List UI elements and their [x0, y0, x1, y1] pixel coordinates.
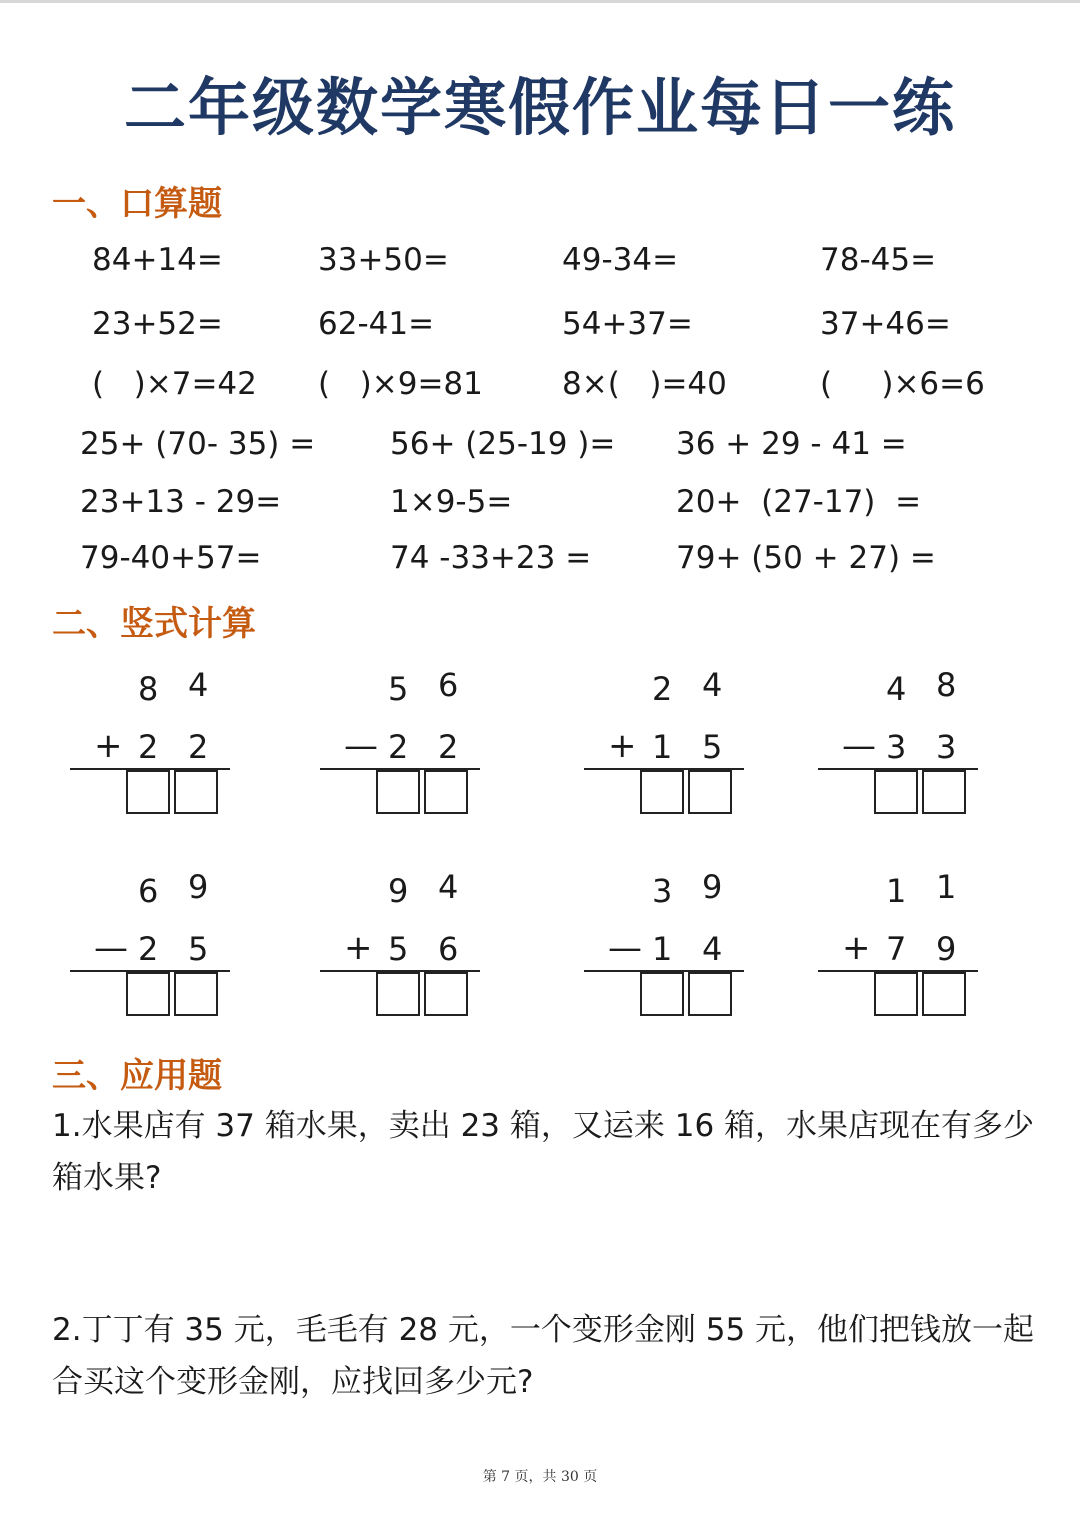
oral-problem: 37+46= — [820, 306, 951, 342]
top-digit: 3 — [652, 872, 673, 910]
operator-sign: + — [608, 726, 637, 766]
oral-problem: 23+13 - 29= — [80, 484, 282, 520]
section-heading-word-problems: 三、应用题 — [52, 1056, 222, 1096]
section-heading-oral: 一、口算题 — [52, 184, 222, 224]
top-digit: 5 — [388, 670, 409, 708]
operator-sign: — — [344, 726, 378, 766]
top-digit: 4 — [438, 868, 459, 906]
top-digit: 8 — [936, 666, 957, 704]
answer-box[interactable] — [174, 770, 218, 814]
oral-problem: 74 -33+23 = — [390, 540, 592, 576]
bottom-digit: 2 — [438, 728, 459, 766]
oral-problem: 23+52= — [92, 306, 223, 342]
oral-problem: 8×( )=40 — [562, 366, 727, 402]
bottom-digit: 1 — [652, 728, 673, 766]
top-digit: 4 — [886, 670, 907, 708]
answer-box[interactable] — [922, 770, 966, 814]
answer-box[interactable] — [424, 770, 468, 814]
answer-box[interactable] — [922, 972, 966, 1016]
oral-problem: 79-40+57= — [80, 540, 262, 576]
answer-box[interactable] — [126, 770, 170, 814]
oral-problem: 33+50= — [318, 242, 449, 278]
bottom-digit: 2 — [188, 728, 209, 766]
answer-box[interactable] — [376, 972, 420, 1016]
answer-box[interactable] — [424, 972, 468, 1016]
operator-sign: + — [842, 928, 871, 968]
section-heading-vertical: 二、竖式计算 — [52, 604, 256, 644]
top-digit: 1 — [886, 872, 907, 910]
page-title: 二年级数学寒假作业每日一练 — [123, 71, 956, 144]
answer-box[interactable] — [126, 972, 170, 1016]
word-problem-2: 2.丁丁有 35 元，毛毛有 28 元，一个变形金刚 55 元，他们把钱放一起合买这个变形金刚，应找回多少元? — [52, 1312, 1035, 1400]
answer-box[interactable] — [874, 972, 918, 1016]
answer-box[interactable] — [874, 770, 918, 814]
oral-problem: ( )×6=6 — [820, 366, 985, 402]
oral-problem: 84+14= — [92, 242, 223, 278]
top-digit: 9 — [388, 872, 409, 910]
oral-problem: 62-41= — [318, 306, 435, 342]
top-border — [0, 0, 1080, 3]
oral-problem: 78-45= — [820, 242, 937, 278]
top-digit: 8 — [138, 670, 159, 708]
operator-sign: + — [344, 928, 373, 968]
oral-problem: 1×9-5= — [390, 484, 513, 520]
page-footer: 第 7 页，共 30 页 — [482, 1469, 598, 1485]
answer-box[interactable] — [640, 770, 684, 814]
bottom-digit: 2 — [138, 728, 159, 766]
bottom-digit: 5 — [388, 930, 409, 968]
answer-box[interactable] — [688, 972, 732, 1016]
top-digit: 1 — [936, 868, 957, 906]
answer-box[interactable] — [376, 770, 420, 814]
top-digit: 4 — [702, 666, 723, 704]
operator-sign: — — [94, 928, 128, 968]
bottom-digit: 5 — [702, 728, 723, 766]
top-digit: 4 — [188, 666, 209, 704]
oral-problem: 56+ (25-19 )= — [390, 426, 616, 462]
answer-box[interactable] — [174, 972, 218, 1016]
bottom-digit: 9 — [936, 930, 957, 968]
oral-problem: 49-34= — [562, 242, 679, 278]
top-digit: 6 — [438, 666, 459, 704]
oral-problem: 79+ (50 + 27) = — [676, 540, 936, 576]
oral-problem: 36 + 29 - 41 = — [676, 426, 907, 462]
top-digit: 6 — [138, 872, 159, 910]
bottom-digit: 7 — [886, 930, 907, 968]
bottom-digit: 6 — [438, 930, 459, 968]
oral-problem: 20+ (27-17) = — [676, 484, 922, 520]
answer-box[interactable] — [640, 972, 684, 1016]
oral-problem: ( )×9=81 — [318, 366, 483, 402]
bottom-digit: 1 — [652, 930, 673, 968]
bottom-digit: 3 — [886, 728, 907, 766]
top-digit: 9 — [702, 868, 723, 906]
bottom-digit: 2 — [138, 930, 159, 968]
answer-box[interactable] — [688, 770, 732, 814]
word-problem-1: 1.水果店有 37 箱水果，卖出 23 箱，又运来 16 箱，水果店现在有多少箱水果? — [52, 1108, 1035, 1196]
bottom-digit: 5 — [188, 930, 209, 968]
oral-problem: 25+ (70- 35) = — [80, 426, 316, 462]
top-digit: 9 — [188, 868, 209, 906]
operator-sign: + — [94, 726, 123, 766]
top-digit: 2 — [652, 670, 673, 708]
bottom-digit: 3 — [936, 728, 957, 766]
operator-sign: — — [842, 726, 876, 766]
oral-problem: ( )×7=42 — [92, 366, 257, 402]
operator-sign: — — [608, 928, 642, 968]
bottom-digit: 4 — [702, 930, 723, 968]
bottom-digit: 2 — [388, 728, 409, 766]
oral-problem: 54+37= — [562, 306, 693, 342]
